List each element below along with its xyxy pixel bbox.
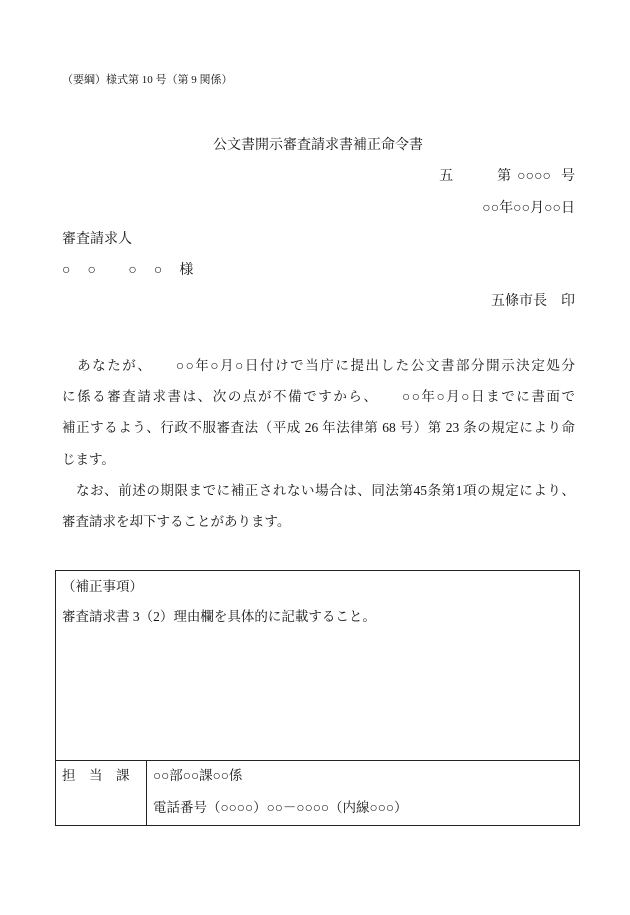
- box-divider-horizontal: [56, 760, 579, 761]
- body-line: じます。: [62, 451, 115, 467]
- department-phone: 電話番号（○○○○）○○－○○○○（内線○○○）: [153, 800, 408, 815]
- correction-item: 審査請求書 3（2）理由欄を具体的に記載すること。: [62, 609, 376, 624]
- addressee-name: ○ ○ ○ ○ 様: [62, 263, 195, 278]
- correction-heading: （補正事項）: [62, 579, 143, 594]
- body-line: 補正するよう、行政不服審査法（平成 26 年法律第 68 号）第 23 条の規定により命: [62, 420, 575, 436]
- body-line: なお、前述の期限までに補正されない場合は、同法第45条第1項の規定により、: [62, 482, 575, 498]
- issuer: [491, 292, 575, 312]
- document-title: 公文書開示審査請求書補正命令書: [213, 138, 423, 153]
- issuer-name: 五條市長: [491, 294, 547, 309]
- reference-prefix: 五: [439, 169, 454, 184]
- form-number: （要綱）様式第 10 号（第 9 関係）: [62, 74, 233, 86]
- reference-number: [439, 167, 575, 187]
- department-name: ○○部○○課○○係: [153, 768, 243, 783]
- reference-dai: 第: [497, 169, 512, 184]
- box-divider-vertical: [146, 760, 147, 825]
- department-label: 担 当 課: [62, 768, 130, 783]
- correction-box: [55, 570, 580, 826]
- addressee-label: 審査請求人: [62, 232, 132, 247]
- body-line: に係る審査請求書は、次の点が不備ですから、 ○○年○月○日までに書面で: [62, 389, 575, 405]
- body-line: 審査請求を却下することがあります。: [62, 513, 291, 529]
- reference-go: 号: [561, 169, 575, 184]
- issue-date: ○○年○○月○○日: [482, 201, 575, 216]
- issuer-seal: 印: [561, 294, 575, 309]
- body-text: [62, 350, 575, 537]
- body-line: あなたが、 ○○年○月○日付けで当庁に提出した公文書部分開示決定処分: [62, 358, 575, 373]
- reference-number-value: ○○○○: [517, 169, 551, 184]
